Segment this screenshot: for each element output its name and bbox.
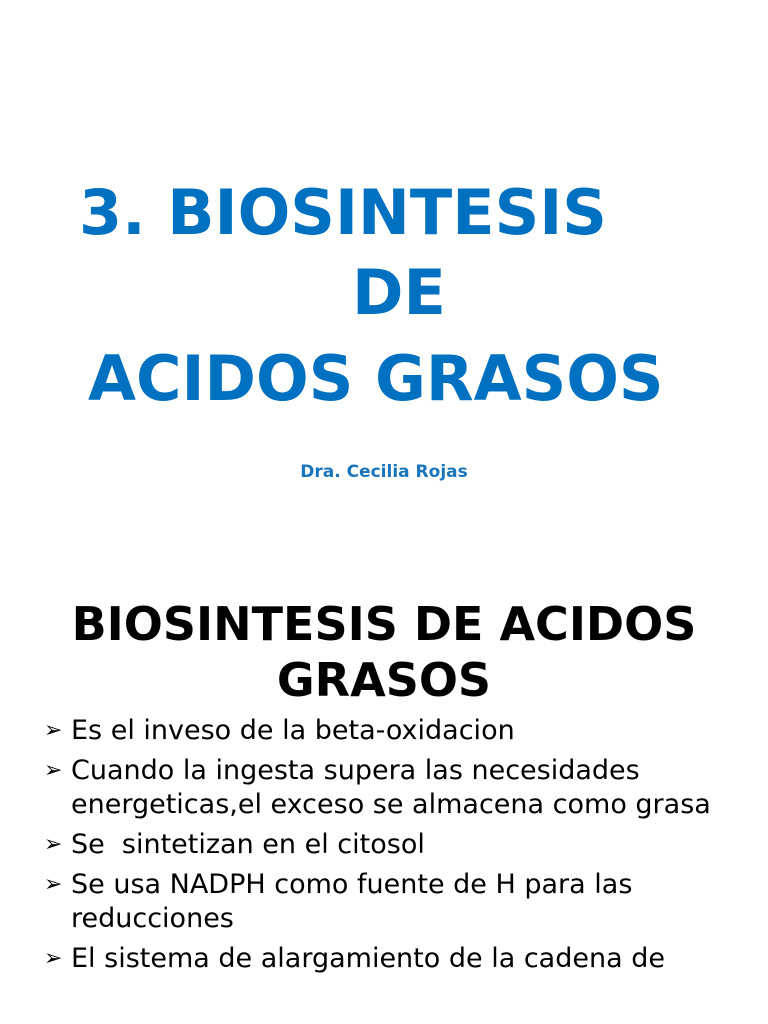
bullet-item (44, 942, 724, 976)
content-heading-line-2: GRASOS (276, 653, 492, 707)
bullet-text: Se sintetizan en el citosol (71, 829, 425, 860)
slide-title-line-2: DE (352, 256, 446, 329)
arrow-bullet-icon: ➢ (44, 718, 63, 743)
bullet-item (44, 714, 724, 748)
content-heading (0, 596, 768, 708)
bullet-text: Cuando la ingesta supera las necesidades energeticas,el exceso se almacena como grasa (71, 755, 711, 820)
arrow-bullet-icon: ➢ (44, 946, 63, 971)
arrow-bullet-icon: ➢ (44, 832, 63, 857)
bullet-item (44, 828, 724, 862)
bullet-list (44, 714, 724, 982)
arrow-bullet-icon: ➢ (44, 872, 63, 897)
bullet-text: El sistema de alargamiento de la cadena de (71, 943, 665, 974)
author-name: Dra. Cecilia Rojas (300, 462, 468, 482)
bullet-item (44, 868, 724, 936)
content-heading-line-1: BIOSINTESIS DE ACIDOS (71, 597, 697, 651)
bullet-item (44, 754, 724, 822)
bullet-text: Se usa NADPH como fuente de H para las reducciones (71, 869, 633, 934)
bullet-text: Es el inveso de la beta-oxidacion (71, 715, 515, 746)
slide-title-line-3: ACIDOS GRASOS (88, 342, 664, 415)
arrow-bullet-icon: ➢ (44, 758, 63, 783)
slide-title-line-1: 3. BIOSINTESIS (79, 176, 607, 249)
